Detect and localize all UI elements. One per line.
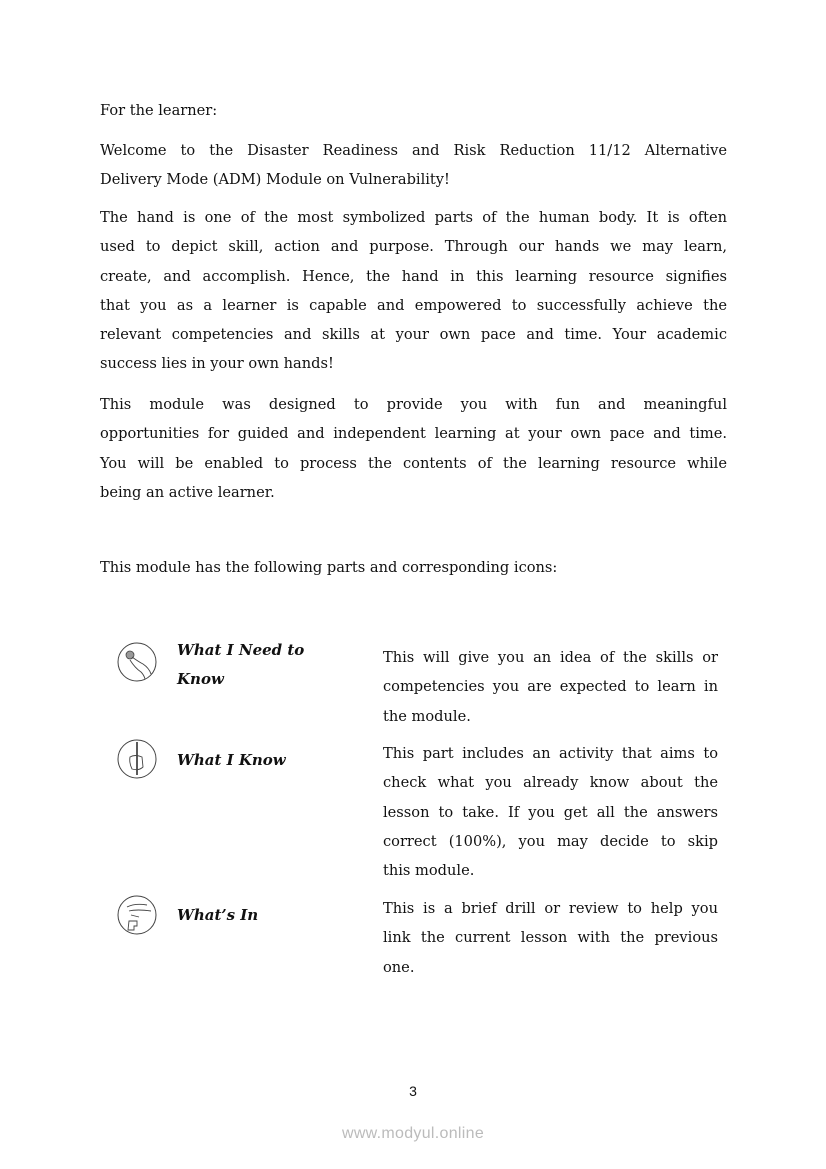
part-desc-whats-in: This is a brief drill or review to help you link the current lesson with the previous one.: [383, 900, 718, 976]
welcome-paragraph: Welcome to the Disaster Readiness and Risk Reduction 11/12 Alternative Delivery Mode (ADM) Module on Vulnerability!: [100, 142, 727, 189]
page-number: 3: [409, 1083, 417, 1099]
greeting: For the learner:: [100, 102, 218, 119]
part-title-what-i-need-to-know: What I Need to Know: [177, 641, 305, 689]
part-desc-what-i-know: This part includes an activity that aims to check what you already know about the lesson to take. If you get all the answers correct (100%), you may decide to skip this module.: [383, 745, 718, 880]
part-desc-what-i-need-to-know: This will give you an idea of the skills or competencies you are expected to learn in the module.: [383, 649, 718, 725]
module-paragraph: This module was designed to provide you with fun and meaningful opportunities for guided and independent learning at your own pace and time. You will be enabled to process the contents of the learning resource while being an active learner.: [100, 396, 727, 501]
part-title-what-i-know: What I Know: [177, 751, 286, 769]
hand-pencil-icon: [117, 739, 157, 779]
hand-pointing-icon: [117, 642, 157, 682]
part-title-whats-in: What’s In: [177, 906, 259, 924]
hand-paragraph: The hand is one of the most symbolized parts of the human body. It is often used to depict skill, action and purpose. Through our hands we may learn, create, and accomplish. Hence, the hand in this learning resource signifies that you as a learner is capable and empowered to successfully achieve the relevant competencies and skills at your own pace and time. Your academic success lies in your own hands!: [100, 209, 727, 373]
hand-puzzle-icon: [117, 895, 157, 935]
parts-intro: This module has the following parts and corresponding icons:: [100, 559, 558, 576]
watermark: www.modyul.online: [341, 1125, 485, 1142]
